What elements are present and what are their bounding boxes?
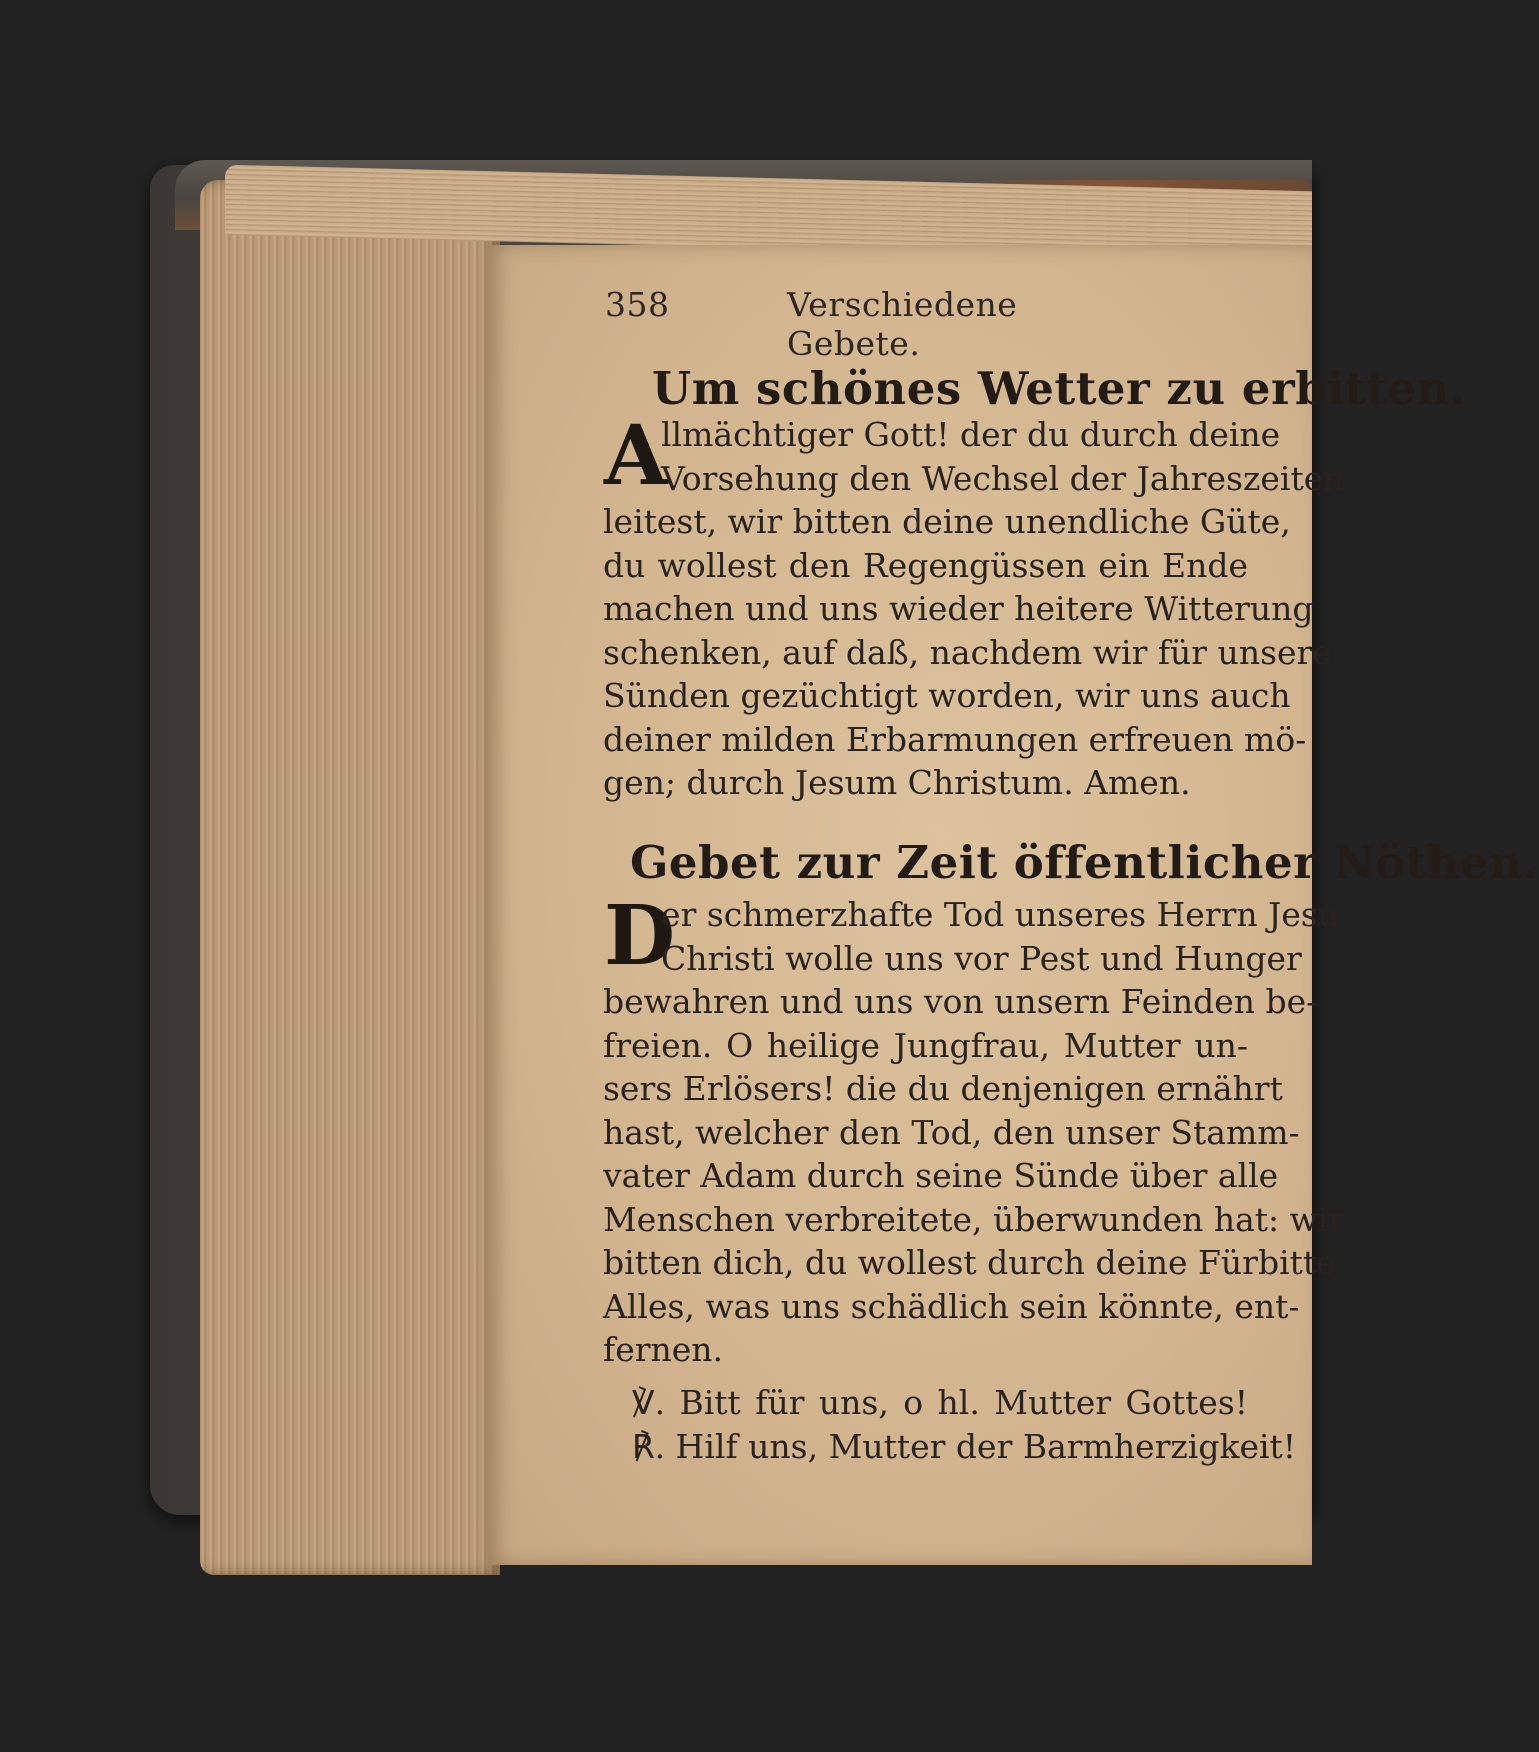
running-title: Verschiedene Gebete.	[787, 285, 1018, 363]
text-line: Menschen verbreitete, überwunden hat: wir	[603, 1199, 1345, 1239]
text-line: llmächtiger Gott! der du durch deine	[661, 415, 1281, 454]
prayer-text-weather	[603, 408, 1345, 805]
dropcap-d: D	[604, 888, 676, 984]
text-line: schenken, auf daß, nachdem wir für unsere	[603, 632, 1332, 672]
page-number: 358	[605, 285, 670, 324]
text-line: hast, welcher den Tod, den unser Stamm-	[603, 1112, 1300, 1152]
text-line: sers Erlösers! die du denjenigen ernährt	[603, 1069, 1283, 1108]
text-line: leitest, wir bitten deine unendliche Güte,	[603, 502, 1291, 541]
prayer-heading-distress: Gebet zur Zeit öffentlicher Nöthen.	[630, 836, 1539, 889]
dropcap-a: A	[604, 408, 668, 504]
versicle: ℣. Bitt für uns, o hl. Mutter Gottes!	[632, 1383, 1248, 1422]
text-line: machen und uns wieder heitere Witterung	[603, 589, 1314, 628]
text-line: bewahren und uns von unsern Feinden be-	[603, 982, 1318, 1021]
text-line: fernen.	[603, 1330, 724, 1369]
page-edges	[200, 180, 500, 1575]
text-line: du wollest den Regengüssen ein Ende	[603, 545, 1248, 585]
text-line: freien. O heilige Jungfrau, Mutter un-	[603, 1025, 1248, 1065]
prayer-heading-weather: Um schönes Wetter zu erbitten.	[652, 362, 1466, 415]
text-line: Alles, was uns schädlich sein könnte, ent-	[603, 1286, 1300, 1326]
text-line: Christi wolle uns vor Pest und Hunger	[661, 938, 1302, 978]
running-head	[605, 285, 1125, 363]
text-line: gen; durch Jesum Christum. Amen.	[603, 763, 1191, 802]
text-line: bitten dich, du wollest durch deine Fürbitte	[603, 1243, 1336, 1282]
text-line: er schmerzhafte Tod unseres Herrn Jesu	[661, 895, 1340, 934]
text-line: deiner milden Erbarmungen erfreuen mö-	[603, 719, 1307, 759]
response: ℟. Hilf uns, Mutter der Barmherzigkeit!	[632, 1427, 1297, 1466]
text-line: Vorsehung den Wechsel der Jahreszeiten	[661, 458, 1345, 498]
text-line: Sünden gezüchtigt worden, wir uns auch	[603, 676, 1291, 715]
prayer-text-distress	[603, 888, 1345, 1372]
text-line: vater Adam durch seine Sünde über alle	[603, 1156, 1279, 1195]
